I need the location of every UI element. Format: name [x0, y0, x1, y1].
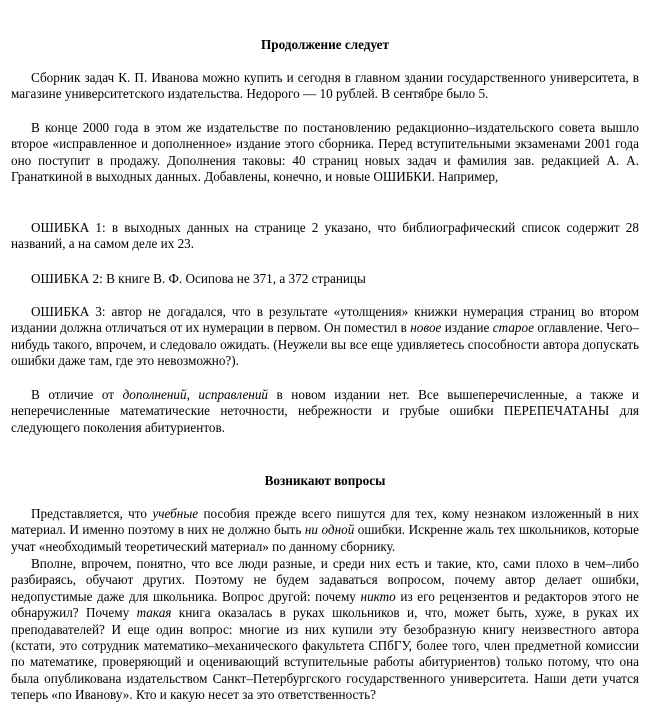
italic-text-run: новое	[410, 320, 442, 336]
paragraph-intro: Сборник задач К. П. Иванова можно купить и сегодня в главном здании государственного университета, в магазине университетского издательства. Недорого — 10 рублей. В сентябре было 5.	[11, 70, 639, 102]
italic-text-run: дополнений, исправлений	[122, 387, 269, 402]
italic-text-run: учебные	[152, 506, 199, 521]
paragraph-error-1: ОШИБКА 1: в выходных данных на странице 2 указано, что библиографический список содержит 28 названий, а на самом деле их 23.	[11, 220, 639, 252]
italic-text-run: старое	[492, 320, 534, 336]
text-run: издание	[441, 320, 493, 336]
italic-text-run: такая	[136, 605, 172, 621]
text-run: ошибки. Искренне жаль тех школьников, которые учат «необходимый теоретический материал» по данному сборнику.	[11, 522, 639, 554]
italic-text-run: ни одной	[304, 522, 355, 538]
text-run: Представляется, что	[31, 506, 153, 521]
text-run: из его рецензентов и редакторов этого не обнаружил? Почему	[11, 588, 640, 621]
paragraph-reprinted	[11, 387, 639, 436]
text-run: в новом издании нет. Все вышеперечисленные, а также и неперечисленные математические неточности, небрежности и грубые ошибки ПЕРЕПЕЧАТАНЫ для следующего поколения абитуриентов.	[11, 387, 639, 435]
paragraph-error-3	[11, 304, 639, 370]
text-run: Вполне, впрочем, понятно, что все люди разные, и среди них есть и такие, кто, сами плохо в чем–либо разбираясь, обучают других. Поэтому не будем задаваться вопросом, почему автор делает ошибки, недопустимые даже для школьника. Вопрос другой: почему	[11, 556, 639, 604]
paragraph-error-2: ОШИБКА 2: В книге В. Ф. Осипова не 371, а 372 страницы	[31, 271, 366, 286]
text-run: книга оказалась в руках школьников и, что, может быть, хуже, в руках их преподавателей? И еще один вопрос: многие из них купили эту безобразную книгу неизвестного автора (кстати, это сотрудник математико–механического факультета СПбГУ, более того, член предметной комиссии по математике, проверяющий и оценивающий вступительные работы абитуриентов) только потому, что она была опубликована издательством Санкт–Петербургского государственного университета. Наши дети учатся теперь «по Иванову». Кто и какую несет за это ответственность?	[11, 605, 639, 703]
paragraph-textbooks	[11, 506, 639, 555]
text-run: ОШИБКА 3: автор не догадался, что в результате «утолщения» книжки нумерация страниц во втором издании должна отличаться от их нумерации в первом. Он поместил в	[11, 304, 639, 336]
paragraph-second-edition: В конце 2000 года в этом же издательстве по постановлению редакционно–издательского совета вышло второе «исправленное и дополненное» издание этого сборника. Перед вступительными экзаменами 2001 года оно поступит в продажу. Дополнения таковы: 40 страниц новых задач и фамилия зав. редакцией А. А. Гранаткиной в выходных данных. Добавлены, конечно, и новые ОШИБКИ. Например,	[11, 120, 639, 185]
text-run: В отличие от	[31, 387, 123, 402]
text-run: оглавление. Чего–нибудь такого, впрочем, и следовало ожидать. (Неужели вы все еще удивляетесь способности автора допускать ошибки даже там, где это невозможно?).	[11, 320, 639, 369]
paragraph-responsibility	[11, 556, 639, 704]
text-run: пособия прежде всего пишутся для тех, кому незнаком изложенный в них материал. И именно поэтому в них не должно быть	[11, 506, 639, 538]
section-title-continuation: Продолжение следует	[260, 37, 389, 52]
section-title-questions: Возникают вопросы	[264, 473, 386, 488]
italic-text-run: никто	[360, 588, 396, 604]
